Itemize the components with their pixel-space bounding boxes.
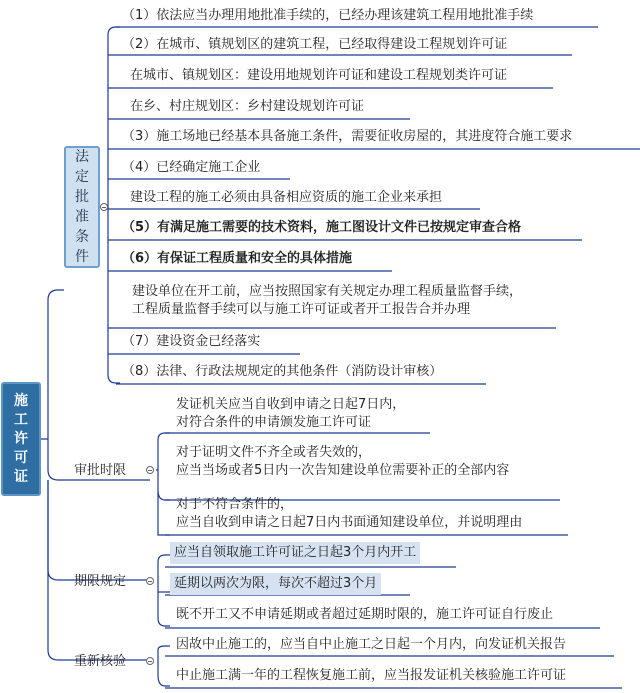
period-text: 应当自领取施工许可证之日起3个月内开工 (174, 545, 417, 560)
root-char: 许 (14, 430, 28, 447)
condition-text: （5）有满足施工需要的技术资料，施工图设计文件已按规定审查合格 (122, 220, 522, 235)
root-char: 施 (14, 392, 28, 409)
condition-item[interactable] (132, 283, 522, 319)
condition-text: 建设单位在开工前，应当按照国家有关规定办理工程质量监督手续， (132, 284, 523, 299)
conditions-node[interactable] (64, 146, 100, 268)
condition-text: （3）施工场地已经基本具备施工条件，需要征收房屋的，其进度符合施工要求 (122, 129, 573, 144)
approval-text: 发证机关应当自收到申请之日起7日内， (176, 397, 406, 412)
condition-text: （1）依法应当办理用地批准手续的，已经办理该建筑工程用地批准手续 (122, 8, 534, 23)
conditions-char: 件 (75, 249, 89, 265)
conditions-char: 定 (75, 169, 89, 185)
collapse-icon[interactable] (146, 657, 154, 665)
condition-text: （4）已经确定施工企业 (122, 160, 261, 175)
condition-item[interactable] (122, 128, 572, 146)
approval-label[interactable]: 审批时限 (74, 463, 127, 478)
condition-item[interactable] (130, 67, 507, 85)
approval-text: 应当当场或者5日内一次告知建设单位需要补正的全部内容 (176, 463, 510, 478)
condition-item[interactable] (122, 159, 260, 177)
root-char: 证 (14, 468, 28, 485)
condition-item[interactable] (122, 363, 442, 381)
condition-text: （6）有保证工程质量和安全的具体措施 (122, 251, 353, 266)
root-char: 工 (14, 411, 28, 428)
period-item[interactable] (170, 573, 381, 595)
condition-item[interactable] (130, 98, 364, 116)
reverify-text: 因故中止施工的，应当自中止施工之日起一个月内，向发证机关报告 (176, 637, 567, 652)
period-item[interactable] (170, 542, 420, 564)
condition-text: 在城市、镇规划区：建设用地规划许可证和建设工程规划类许可证 (130, 68, 508, 83)
approval-text: 应当自收到申请之日起7日内书面通知建设单位，并说明理由 (176, 515, 523, 530)
condition-text: 在乡、村庄规划区：乡村建设规划许可证 (130, 99, 365, 114)
condition-text: 工程质量监督手续可以与施工许可证或者开工报告合并办理 (132, 302, 471, 317)
condition-text: （8）法律、行政法规规定的其他条件（消防设计审核） (122, 364, 443, 379)
approval-text: 对符合条件的申请颁发施工许可证 (176, 415, 372, 430)
conditions-char: 准 (75, 209, 89, 225)
reverify-item[interactable] (176, 667, 566, 685)
condition-item[interactable] (122, 36, 507, 54)
root-char: 可 (14, 449, 28, 466)
conditions-char: 法 (75, 149, 89, 165)
condition-item[interactable] (122, 250, 352, 268)
root-node[interactable] (1, 382, 41, 496)
condition-text: 建设工程的施工必须由具备相应资质的施工企业来承担 (130, 190, 443, 205)
conditions-char: 批 (75, 189, 89, 205)
period-text: 既不开工又不申请延期或者超过延期时限的，施工许可证自行废止 (176, 607, 554, 622)
approval-item[interactable] (176, 496, 522, 532)
period-item[interactable] (176, 606, 553, 624)
approval-text: 对于不符合条件的， (176, 497, 294, 512)
approval-item[interactable] (176, 396, 405, 432)
collapse-icon[interactable] (146, 466, 154, 474)
collapse-icon[interactable] (146, 577, 154, 585)
condition-item[interactable] (122, 7, 533, 25)
reverify-item[interactable] (176, 636, 566, 654)
period-text: 延期以两次为限，每次不超过3个月 (174, 576, 378, 591)
condition-text: （7）建设资金已经落实 (122, 334, 261, 349)
condition-item[interactable] (122, 219, 521, 237)
condition-item[interactable] (122, 333, 260, 351)
collapse-icon[interactable] (100, 203, 108, 211)
approval-item[interactable] (176, 444, 509, 480)
reverify-text: 中止施工满一年的工程恢复施工前，应当报发证机关核验施工许可证 (176, 668, 567, 683)
approval-text: 对于证明文件不齐全或者失效的， (176, 445, 372, 460)
period-label[interactable]: 期限规定 (74, 574, 127, 589)
conditions-char: 条 (75, 229, 89, 245)
condition-text: （2）在城市、镇规划区的建筑工程，已经取得建设工程规划许可证 (122, 37, 508, 52)
condition-item[interactable] (130, 189, 442, 207)
reverify-label[interactable]: 重新核验 (74, 654, 127, 669)
